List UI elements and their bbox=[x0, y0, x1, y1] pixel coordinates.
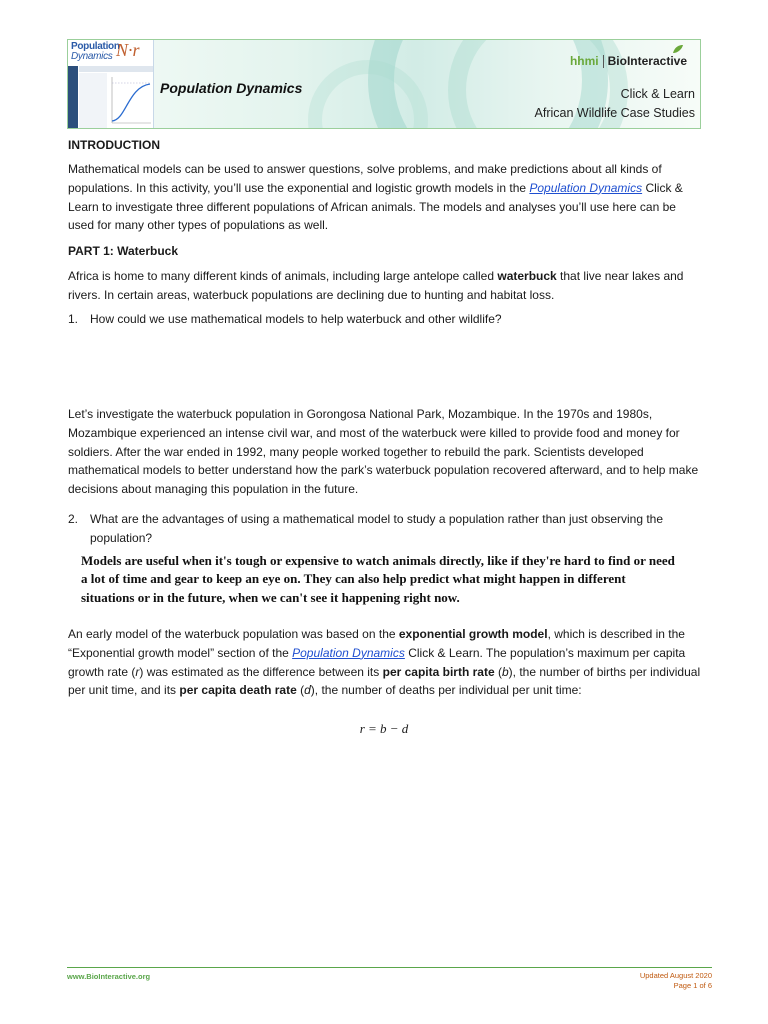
intro-text: Click & Learn to investigate three different populations of African animals. The models and analyses you’ll use here can be used for many other types of populations as well. bbox=[68, 180, 683, 233]
term-waterbuck: waterbuck bbox=[497, 269, 557, 283]
term-death-rate: per capita death rate bbox=[179, 683, 297, 698]
growth-rate-equation: r = b − d bbox=[359, 721, 409, 736]
question-number: 2. bbox=[68, 512, 79, 526]
exponential-model-paragraph bbox=[68, 625, 702, 700]
thumbnail-title-line: Population bbox=[71, 41, 120, 52]
paragraph-text: ), the number of births per individual per unit time, and its bbox=[68, 664, 701, 698]
biointeractive-logo-text: BioInteractive bbox=[607, 54, 687, 68]
paragraph-text: ) was estimated as the difference between its bbox=[139, 664, 383, 679]
paragraph-text: ), the number of deaths per individual per unit time: bbox=[310, 683, 582, 698]
paragraph-text: Click & Learn. The population’s maximum per capita growth rate ( bbox=[68, 645, 686, 679]
waterbuck-intro-paragraph bbox=[68, 267, 702, 305]
term-birth-rate: per capita birth rate bbox=[382, 664, 495, 679]
click-and-learn-thumbnail bbox=[68, 40, 154, 129]
question-text: How could we use mathematical models to help waterbuck and other wildlife? bbox=[90, 312, 502, 326]
footer-page-info bbox=[640, 971, 712, 991]
question-2-answer: Models are useful when it's tough or expensive to watch animals directly, like if they're hard to find or need a lot of time and gear to keep an eye on. They can also help predict what might happen in different situations or in the future, when we can't see it happening right now. bbox=[81, 553, 675, 605]
gorongosa-paragraph: Let’s investigate the waterbuck population in Gorongosa National Park, Mozambique. In the 1970s and 1980s, Mozambique experienced an intense civil war, and most of the waterbuck were killed to provide food and money for soldiers. After the war ended in 1992, many people worked together to rebuild the park. Scientists developed mathematical models to better understand how the park’s waterbuck population recovered afterward, and to help make decisions about managing this population in the future. bbox=[68, 407, 699, 497]
thumbnail-panel bbox=[79, 73, 107, 129]
thumbnail-logistic-curve bbox=[108, 73, 153, 129]
question-number: 1. bbox=[68, 312, 79, 326]
leaf-icon bbox=[672, 44, 684, 54]
intro-heading: INTRODUCTION bbox=[68, 138, 160, 152]
header-banner bbox=[67, 39, 701, 129]
resource-subtitle: African Wildlife Case Studies bbox=[534, 106, 695, 120]
paragraph-text: , which is described in the “Exponential growth model” section of the bbox=[68, 627, 685, 660]
logo-divider bbox=[603, 55, 604, 68]
thumbnail-sidebar bbox=[68, 66, 78, 129]
resource-type: Click & Learn bbox=[620, 87, 695, 101]
question-text: What are the advantages of using a mathematical model to study a population rather than just observing the population? bbox=[90, 512, 664, 545]
document-title: Population Dynamics bbox=[160, 80, 303, 96]
thumbnail-title-line: Dynamics bbox=[71, 51, 113, 62]
footer-page-number: Page 1 of 6 bbox=[673, 981, 712, 990]
question-1 bbox=[68, 310, 702, 329]
term-exponential-growth-model: exponential growth model bbox=[398, 627, 548, 641]
paragraph-text: ( bbox=[494, 664, 502, 679]
variable-b: b bbox=[501, 664, 509, 679]
biointeractive-logo bbox=[570, 54, 687, 68]
population-dynamics-link[interactable]: Population Dynamics bbox=[292, 645, 405, 660]
variable-d: d bbox=[304, 683, 311, 698]
paragraph-text: ( bbox=[296, 683, 305, 698]
population-dynamics-link[interactable]: Population Dynamics bbox=[529, 180, 643, 195]
paragraph-text: An early model of the waterbuck population was based on the bbox=[68, 627, 399, 641]
question-2 bbox=[68, 510, 702, 548]
paragraph-text: that live near lakes and rivers. In certain areas, waterbuck populations are declining due to hunting and habitat loss. bbox=[68, 269, 684, 302]
intro-paragraph bbox=[68, 160, 702, 235]
footer-website-link[interactable]: www.BioInteractive.org bbox=[67, 972, 151, 981]
thumbnail-title bbox=[71, 42, 120, 62]
thumbnail-formula-logo: N·r bbox=[116, 40, 140, 60]
part1-heading: PART 1: Waterbuck bbox=[68, 244, 179, 258]
footer-updated-date: Updated August 2020 bbox=[639, 971, 712, 980]
paragraph-text: Africa is home to many different kinds of animals, including large antelope called bbox=[68, 269, 498, 283]
intro-text: Mathematical models can be used to answer questions, solve problems, and make predictions about all kinds of populations. In this activity, you’ll use the exponential and logistic growth models in the bbox=[68, 162, 662, 195]
thumbnail-toolbar bbox=[79, 66, 153, 72]
hhmi-logo-text: hhmi bbox=[569, 54, 599, 68]
variable-r: r bbox=[135, 664, 140, 679]
footer-divider bbox=[67, 967, 712, 968]
